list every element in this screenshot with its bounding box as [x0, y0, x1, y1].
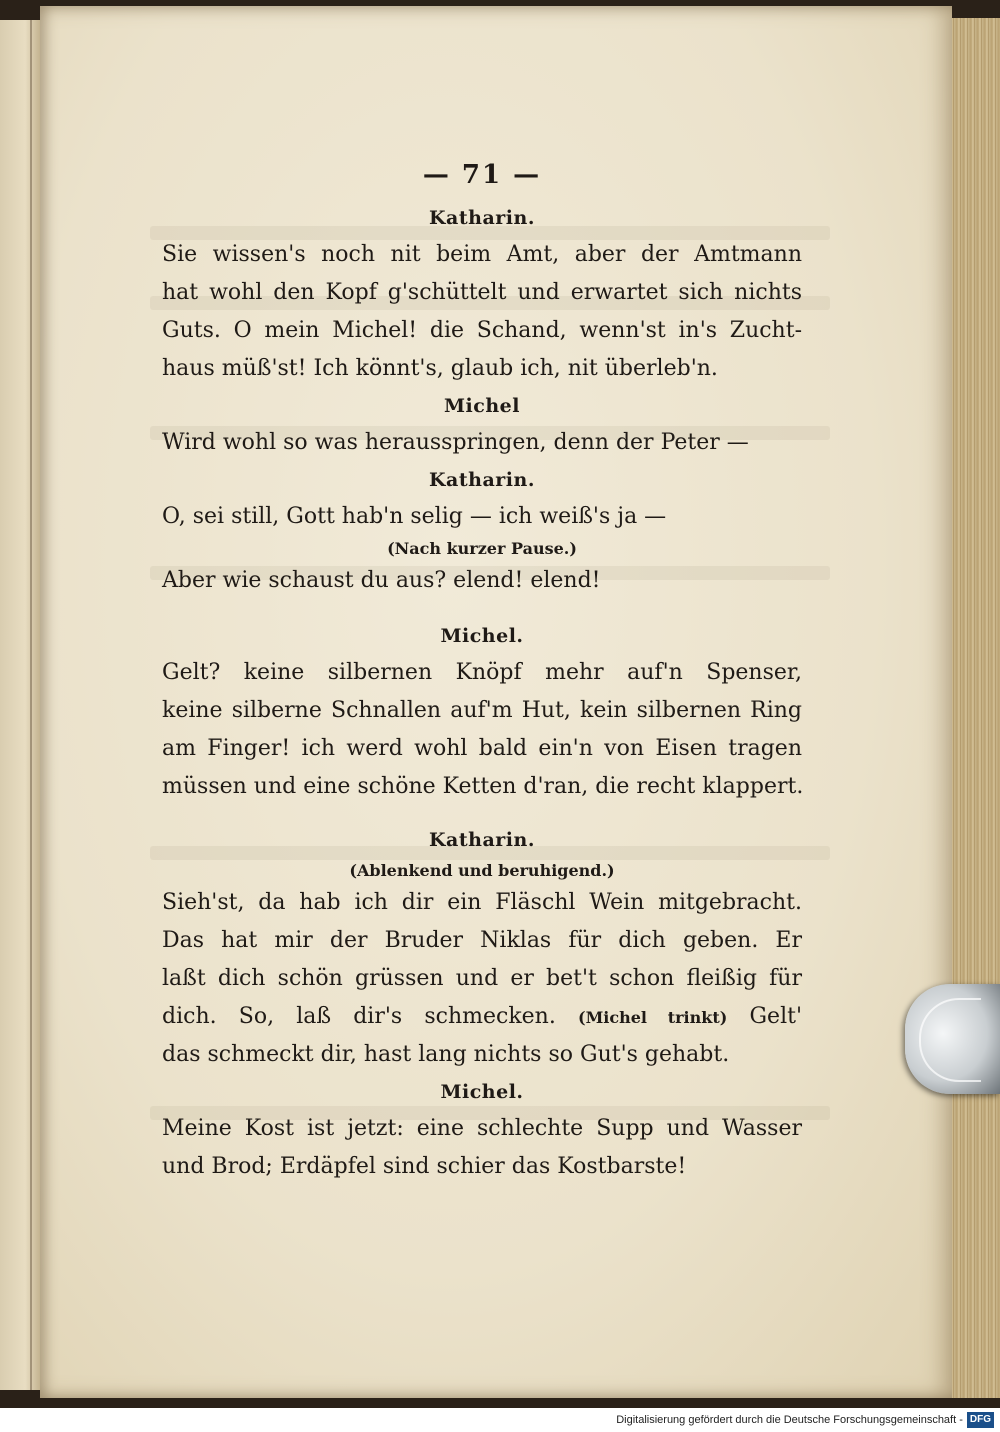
- dfg-logo: DFG: [967, 1412, 994, 1428]
- text-line: laßt dich schön grüssen und er bet't schon fleißig für: [162, 966, 802, 991]
- speaker-name: Katharin.: [429, 829, 535, 851]
- footer-credit: Digitalisierung gefördert durch die Deutsche Forschungsgemeinschaft -: [616, 1414, 963, 1426]
- speaker-name: Katharin.: [429, 469, 535, 491]
- text-line: hat wohl den Kopf g'schüttelt und erwartet sich nichts: [162, 280, 802, 305]
- text-line: und Brod; Erdäpfel sind schier das Kostbarste!: [162, 1154, 687, 1179]
- speaker-name: Katharin.: [429, 207, 535, 229]
- speaker-name: Michel: [444, 395, 520, 417]
- text-line: am Finger! ich werd wohl bald ein'n von Eisen tragen: [162, 736, 802, 761]
- text-line: müssen und eine schöne Ketten d'ran, die recht klappert.: [162, 774, 804, 799]
- speaker-name: Michel.: [440, 625, 524, 647]
- stage-direction: (Ablenkend und beruhigend.): [349, 861, 615, 880]
- footer-bar: [0, 1408, 1000, 1432]
- page-number: — 71 —: [422, 160, 542, 190]
- text-line: Wird wohl so was herausspringen, denn der Peter —: [162, 430, 749, 455]
- stage-direction: (Nach kurzer Pause.): [387, 539, 577, 558]
- text-line: Gelt? keine silbernen Knöpf mehr auf'n Spenser,: [162, 660, 802, 685]
- text-line: Aber wie schaust du aus? elend! elend!: [162, 568, 601, 593]
- text-segment: dich. So, laß dir's schmecken.: [162, 1004, 556, 1029]
- text-segment: Gelt': [749, 1004, 803, 1029]
- text-line: keine silberne Schnallen auf'm Hut, kein silbernen Ring: [162, 698, 802, 723]
- text-line: Das hat mir der Bruder Niklas für dich geben. Er: [162, 928, 802, 953]
- text-line: O, sei still, Gott hab'n selig — ich weiß's ja —: [162, 504, 667, 529]
- text-line: das schmeckt dir, hast lang nichts so Gut's gehabt.: [162, 1042, 730, 1067]
- page-text: [162, 150, 802, 1186]
- text-line: Meine Kost ist jetzt: eine schlechte Supp und Wasser: [162, 1116, 802, 1141]
- page-clip: [905, 984, 1000, 1094]
- speaker-name: Michel.: [440, 1081, 524, 1103]
- text-line: haus müß'st! Ich könnt's, glaub ich, nit überleb'n.: [162, 356, 718, 381]
- text-line: Sie wissen's noch nit beim Amt, aber der Amtmann: [162, 242, 802, 267]
- inline-stage-direction: (Michel trinkt): [578, 1008, 728, 1027]
- text-line-with-direction: [162, 998, 802, 1036]
- left-page-edge: [0, 20, 45, 1390]
- text-line: Sieh'st, da hab ich dir ein Fläschl Wein mitgebracht.: [162, 890, 802, 915]
- text-line: Guts. O mein Michel! die Schand, wenn'st in's Zucht-: [162, 318, 802, 343]
